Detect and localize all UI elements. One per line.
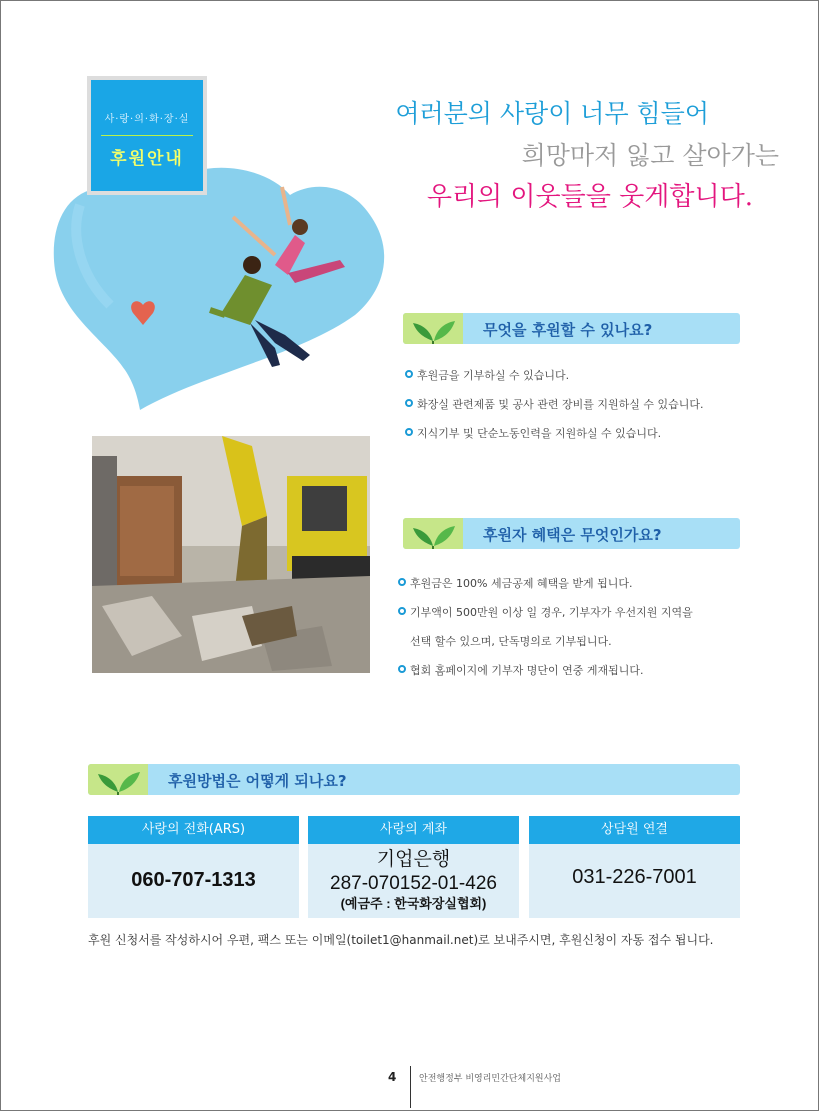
list-item-text: 후원금을 기부하실 수 있습니다. — [417, 369, 570, 382]
section-bar-what — [403, 313, 740, 344]
page-number: 4 — [388, 1070, 397, 1084]
bullet-icon — [405, 370, 413, 378]
headline-line-2: 희망마저 잃고 살아가는 — [521, 141, 779, 170]
account-bank: 기업은행 — [376, 849, 451, 870]
headline — [319, 94, 779, 224]
badge-divider — [101, 135, 193, 136]
list-item — [398, 575, 693, 604]
account-holder: (예금주 : 한국화장실협회) — [340, 896, 487, 911]
section-title-method: 후원방법은 어떻게 되나요? — [168, 772, 347, 790]
contact-box-counsel — [529, 816, 740, 918]
contact-label-counsel: 상담원 연결 — [529, 816, 740, 844]
contact-box-account — [308, 816, 519, 918]
bullet-icon — [398, 607, 406, 615]
contact-label-phone: 사랑의 전화(ARS) — [88, 816, 299, 844]
section-badge — [87, 76, 207, 195]
construction-photo — [92, 436, 370, 673]
bullet-icon — [398, 578, 406, 586]
account-number: 287-070152-01-426 — [330, 873, 497, 894]
leaf-icon — [403, 518, 463, 549]
section-bar-benefits — [403, 518, 740, 549]
list-item-text: 선택 할수 있으며, 단독명의로 기부됩니다. — [410, 635, 612, 648]
headline-line-3: 우리의 이웃들을 웃게합니다. — [426, 182, 753, 212]
list-item-text: 협회 홈페이지에 기부자 명단이 연중 게재됩니다. — [410, 664, 644, 677]
list-item — [398, 604, 693, 633]
list-what — [405, 367, 704, 454]
section-title-benefits: 후원자 혜택은 무엇인가요? — [483, 526, 662, 544]
footer-note: 후원 신청서를 작성하시어 우편, 팩스 또는 이메일(toilet1@hanmail.net)로 보내주시면, 후원신청이 자동 접수 됩니다. — [88, 933, 714, 947]
contact-value-phone: 060-707-1313 — [131, 869, 256, 891]
contact-value-counsel: 031-226-7001 — [572, 866, 697, 888]
badge-title: 후원안내 — [110, 149, 184, 169]
contact-box-phone — [88, 816, 299, 918]
leaf-icon — [403, 313, 463, 344]
headline-line-1: 여러분의 사랑이 너무 힘들어 — [395, 99, 709, 128]
list-item-text: 지식기부 및 단순노동인력을 지원하실 수 있습니다. — [417, 427, 662, 440]
leaf-icon — [88, 764, 148, 795]
list-item-text: 후원금은 100% 세금공제 혜택을 받게 됩니다. — [410, 577, 633, 590]
bullet-icon — [405, 428, 413, 436]
list-item — [405, 367, 704, 396]
list-item-text: 화장실 관련제품 및 공사 관련 장비를 지원하실 수 있습니다. — [417, 398, 704, 411]
section-bar-method — [88, 764, 740, 795]
list-item — [398, 662, 693, 691]
list-benefits — [398, 575, 693, 691]
bullet-icon — [398, 665, 406, 673]
list-item — [405, 425, 704, 454]
badge-subtitle: 사·랑·의·화·장·실 — [104, 114, 190, 125]
contact-label-account: 사랑의 계좌 — [308, 816, 519, 844]
section-title-what: 무엇을 후원할 수 있나요? — [483, 321, 653, 339]
list-item — [398, 633, 693, 662]
list-item-text: 기부액이 500만원 이상 일 경우, 기부자가 우선지원 지역을 — [410, 606, 693, 619]
list-item — [405, 396, 704, 425]
page-divider — [410, 1066, 411, 1108]
page-caption: 안전행정부 비영리민간단체지원사업 — [419, 1074, 561, 1084]
bullet-icon — [405, 399, 413, 407]
